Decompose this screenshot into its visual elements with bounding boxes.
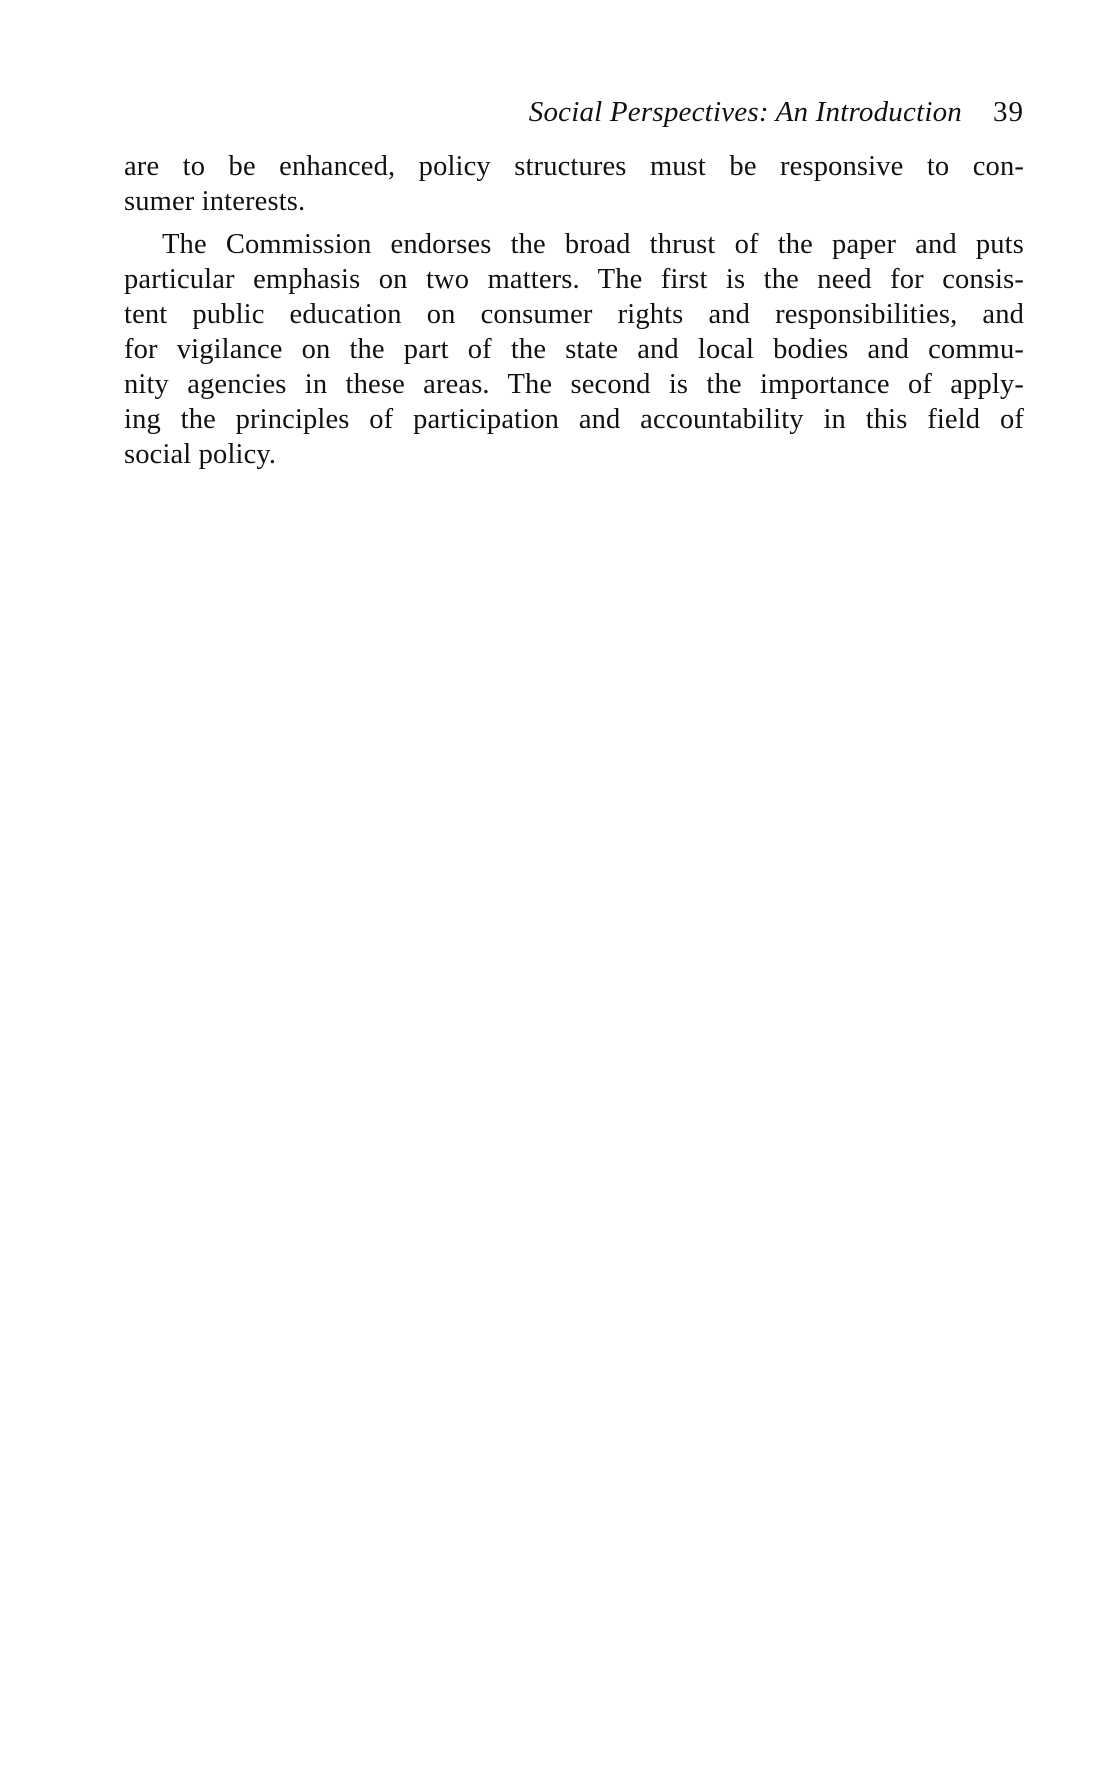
text-line: ing the principles of participation and accountability in this field of [124,404,1024,435]
running-header [126,92,1024,132]
text-line: sumer interests. [124,186,306,217]
paragraph-1 [124,149,1024,219]
text-line: nity agencies in these areas. The second is the importance of apply- [124,369,1024,400]
text-line: The Commission endorses the broad thrust of the paper and puts [162,229,1024,260]
text-line: tent public education on consumer rights and responsibilities, and [124,299,1024,330]
text-line: are to be enhanced, policy structures must be responsive to con- [124,151,1024,182]
page-number: 39 [993,96,1024,128]
text-line: social policy. [124,439,277,470]
body-text [124,149,1024,472]
running-title: Social Perspectives: An Introduction [528,96,962,128]
text-line: particular emphasis on two matters. The first is the need for consis- [124,264,1024,295]
paragraph-2 [124,227,1024,472]
text-line: for vigilance on the part of the state and local bodies and commu- [124,334,1024,365]
